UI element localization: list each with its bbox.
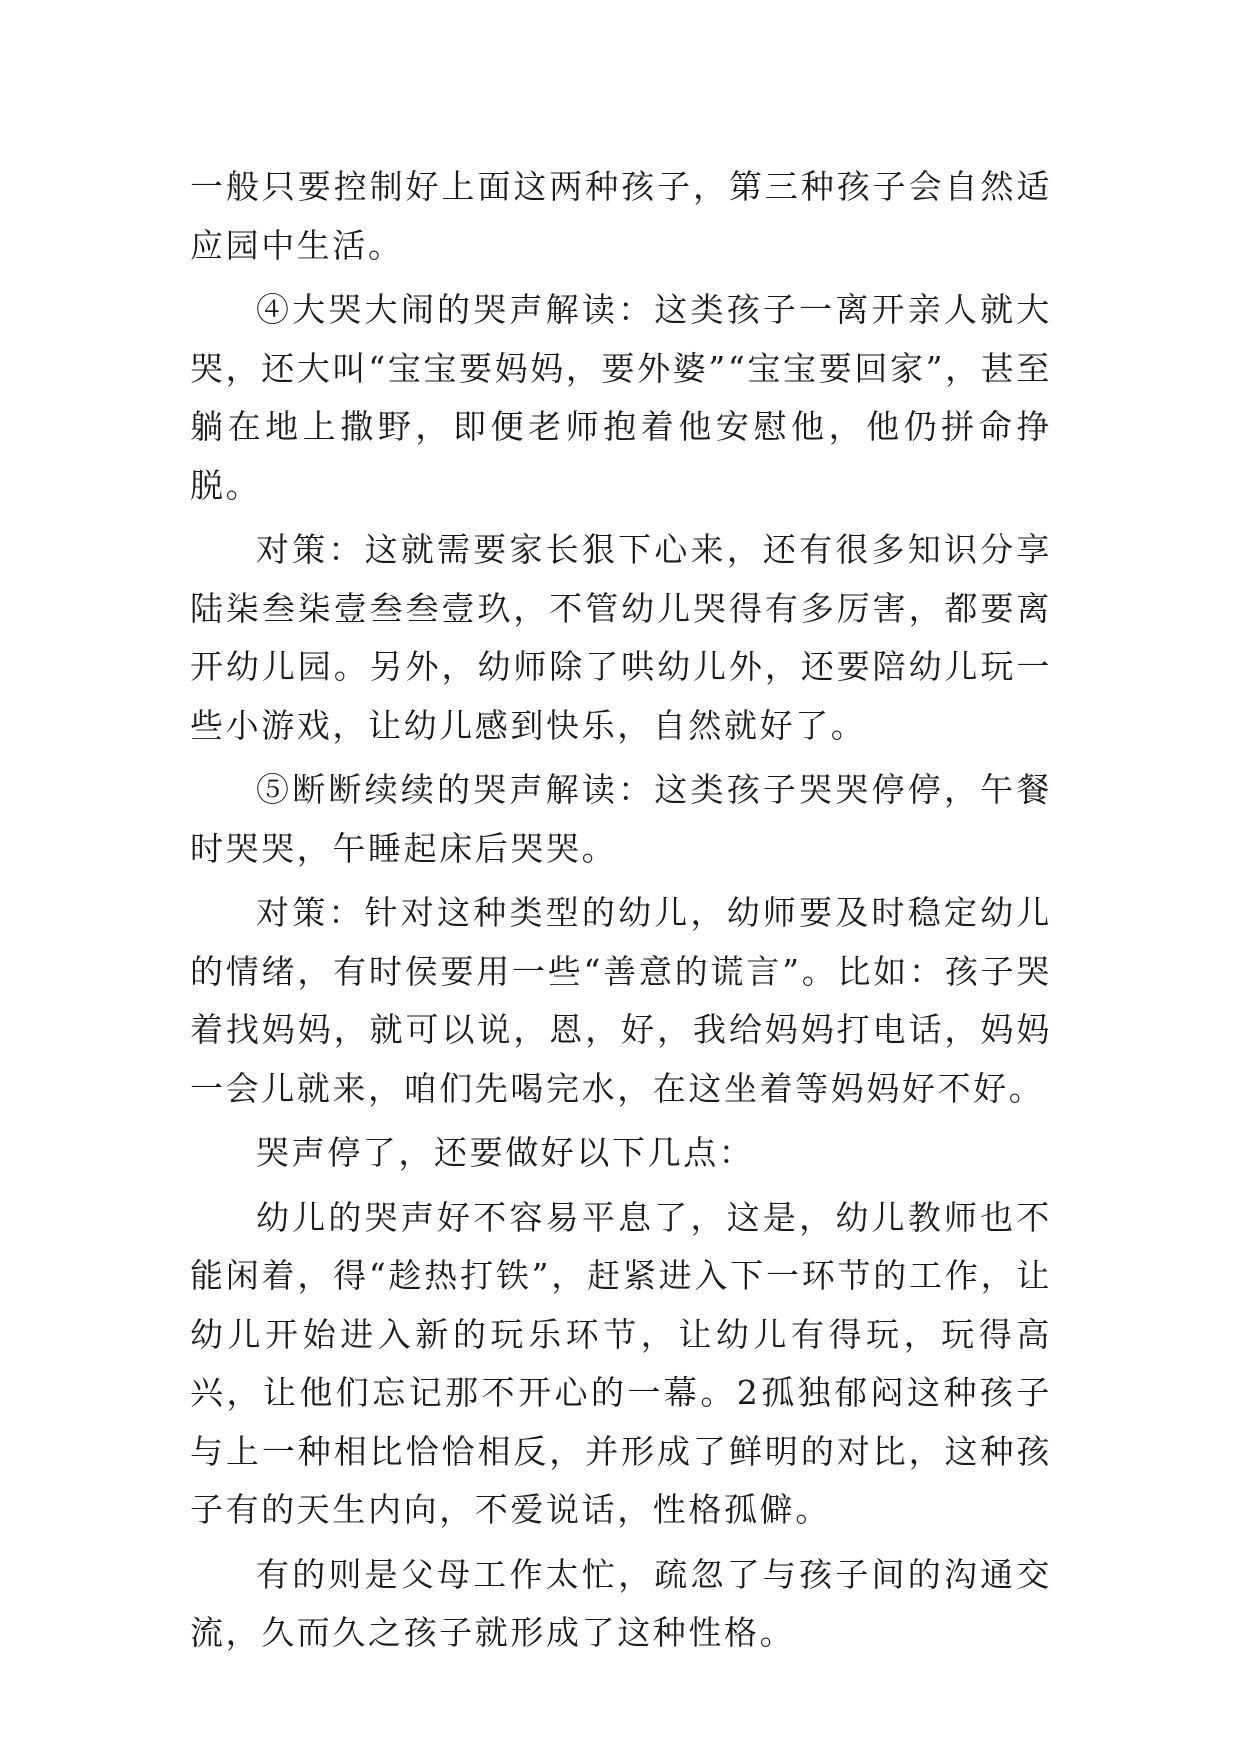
paragraph-loud-crying: ④大哭大闹的哭声解读：这类孩子一离开亲人就大哭，还大叫“宝宝要妈妈，要外婆”“宝宝要回家”，甚至躺在地上撒野，即便老师抱着他安慰他，他仍拼命挣脱。 [190,290,1052,505]
paragraph-busy-parents: 有的则是父母工作太忙，疏忽了与孩子间的沟通交流，久而久之孩子就形成了这种性格。 [190,1554,1052,1652]
document-body [190,158,1052,1669]
paragraph-after-crying: 哭声停了，还要做好以下几点： [256,1133,755,1172]
paragraph-strategy-2: 对策：针对这种类型的幼儿，幼师要及时稳定幼儿的情绪，有时侯要用一些“善意的谎言”。比如：孩子哭着找妈妈，就可以说，恩，好，我给妈妈打电话，妈妈一会儿就来，咱们先喝完水，在这坐着等妈妈好不好。 [190,893,1052,1108]
paragraph-intermittent-crying: ⑤断断续续的哭声解读：这类孩子哭哭停停，午餐时哭哭，午睡起床后哭哭。 [190,770,1052,868]
paragraph-strategy-1: 对策：这就需要家长狠下心来，还有很多知识分享陆柒叁柒壹叁叁壹玖，不管幼儿哭得有多厉害，都要离开幼儿园。另外，幼师除了哄幼儿外，还要陪幼儿玩一些小游戏，让幼儿感到快乐，自然就好了。 [190,530,1052,745]
paragraph-follow-up: 幼儿的哭声好不容易平息了，这是，幼儿教师也不能闲着，得“趁热打铁”，赶紧进入下一环节的工作，让幼儿开始进入新的玩乐环节，让幼儿有得玩，玩得高兴，让他们忘记那不开心的一幕。2孤独郁闷这种孩子与上一种相比恰恰相反，并形成了鲜明的对比，这种孩子有的天生内向，不爱说话，性格孤僻。 [190,1197,1052,1529]
paragraph-continuation: 一般只要控制好上面这两种孩子，第三种孩子会自然适应园中生活。 [190,167,1052,265]
